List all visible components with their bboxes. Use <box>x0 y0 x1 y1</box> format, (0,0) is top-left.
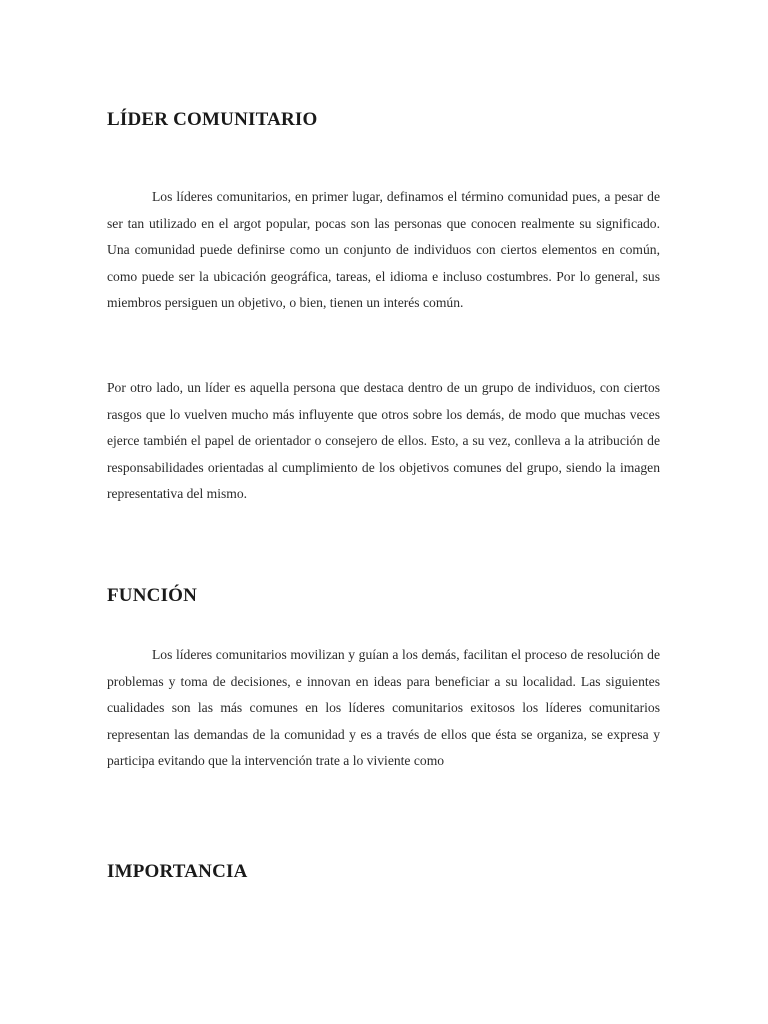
paragraph-definicion-comunidad: Los líderes comunitarios, en primer lugar, definamos el término comunidad pues, a pesar de ser tan utilizado en el argot popular, pocas son las personas que conocen realmente su significado. Una comunidad puede definirse como un conjunto de individuos con ciertos elementos en común, como puede ser la ubicación geográfica, tareas, el idioma e incluso costumbres. Por lo general, sus miembros persiguen un objetivo, o bien, tienen un interés común. <box>107 189 660 311</box>
section-heading-funcion: FUNCIÓN <box>107 585 198 606</box>
section-heading-lider-comunitario: LÍDER COMUNITARIO <box>107 109 318 130</box>
section-heading-importancia: IMPORTANCIA <box>107 861 248 882</box>
paragraph-funcion: Los líderes comunitarios movilizan y guían a los demás, facilitan el proceso de resolución de problemas y toma de decisiones, e innovan en ideas para beneficiar a su localidad. Las siguientes cualidades son las más comunes en los líderes comunitarios exitosos los líderes comunitarios representan las demandas de la comunidad y es a través de ellos que ésta se organiza, se expresa y participa evitando que la intervención trate a lo viviente como <box>107 647 660 769</box>
paragraph-definicion-lider: Por otro lado, un líder es aquella persona que destaca dentro de un grupo de individuos, con ciertos rasgos que lo vuelven mucho más influyente que otros sobre los demás, de modo que muchas veces ejerce también el papel de orientador o consejero de ellos. Esto, a su vez, conlleva a la atribución de responsabilidades orientadas al cumplimiento de los objetivos comunes del grupo, siendo la imagen representativa del mismo. <box>107 380 660 502</box>
